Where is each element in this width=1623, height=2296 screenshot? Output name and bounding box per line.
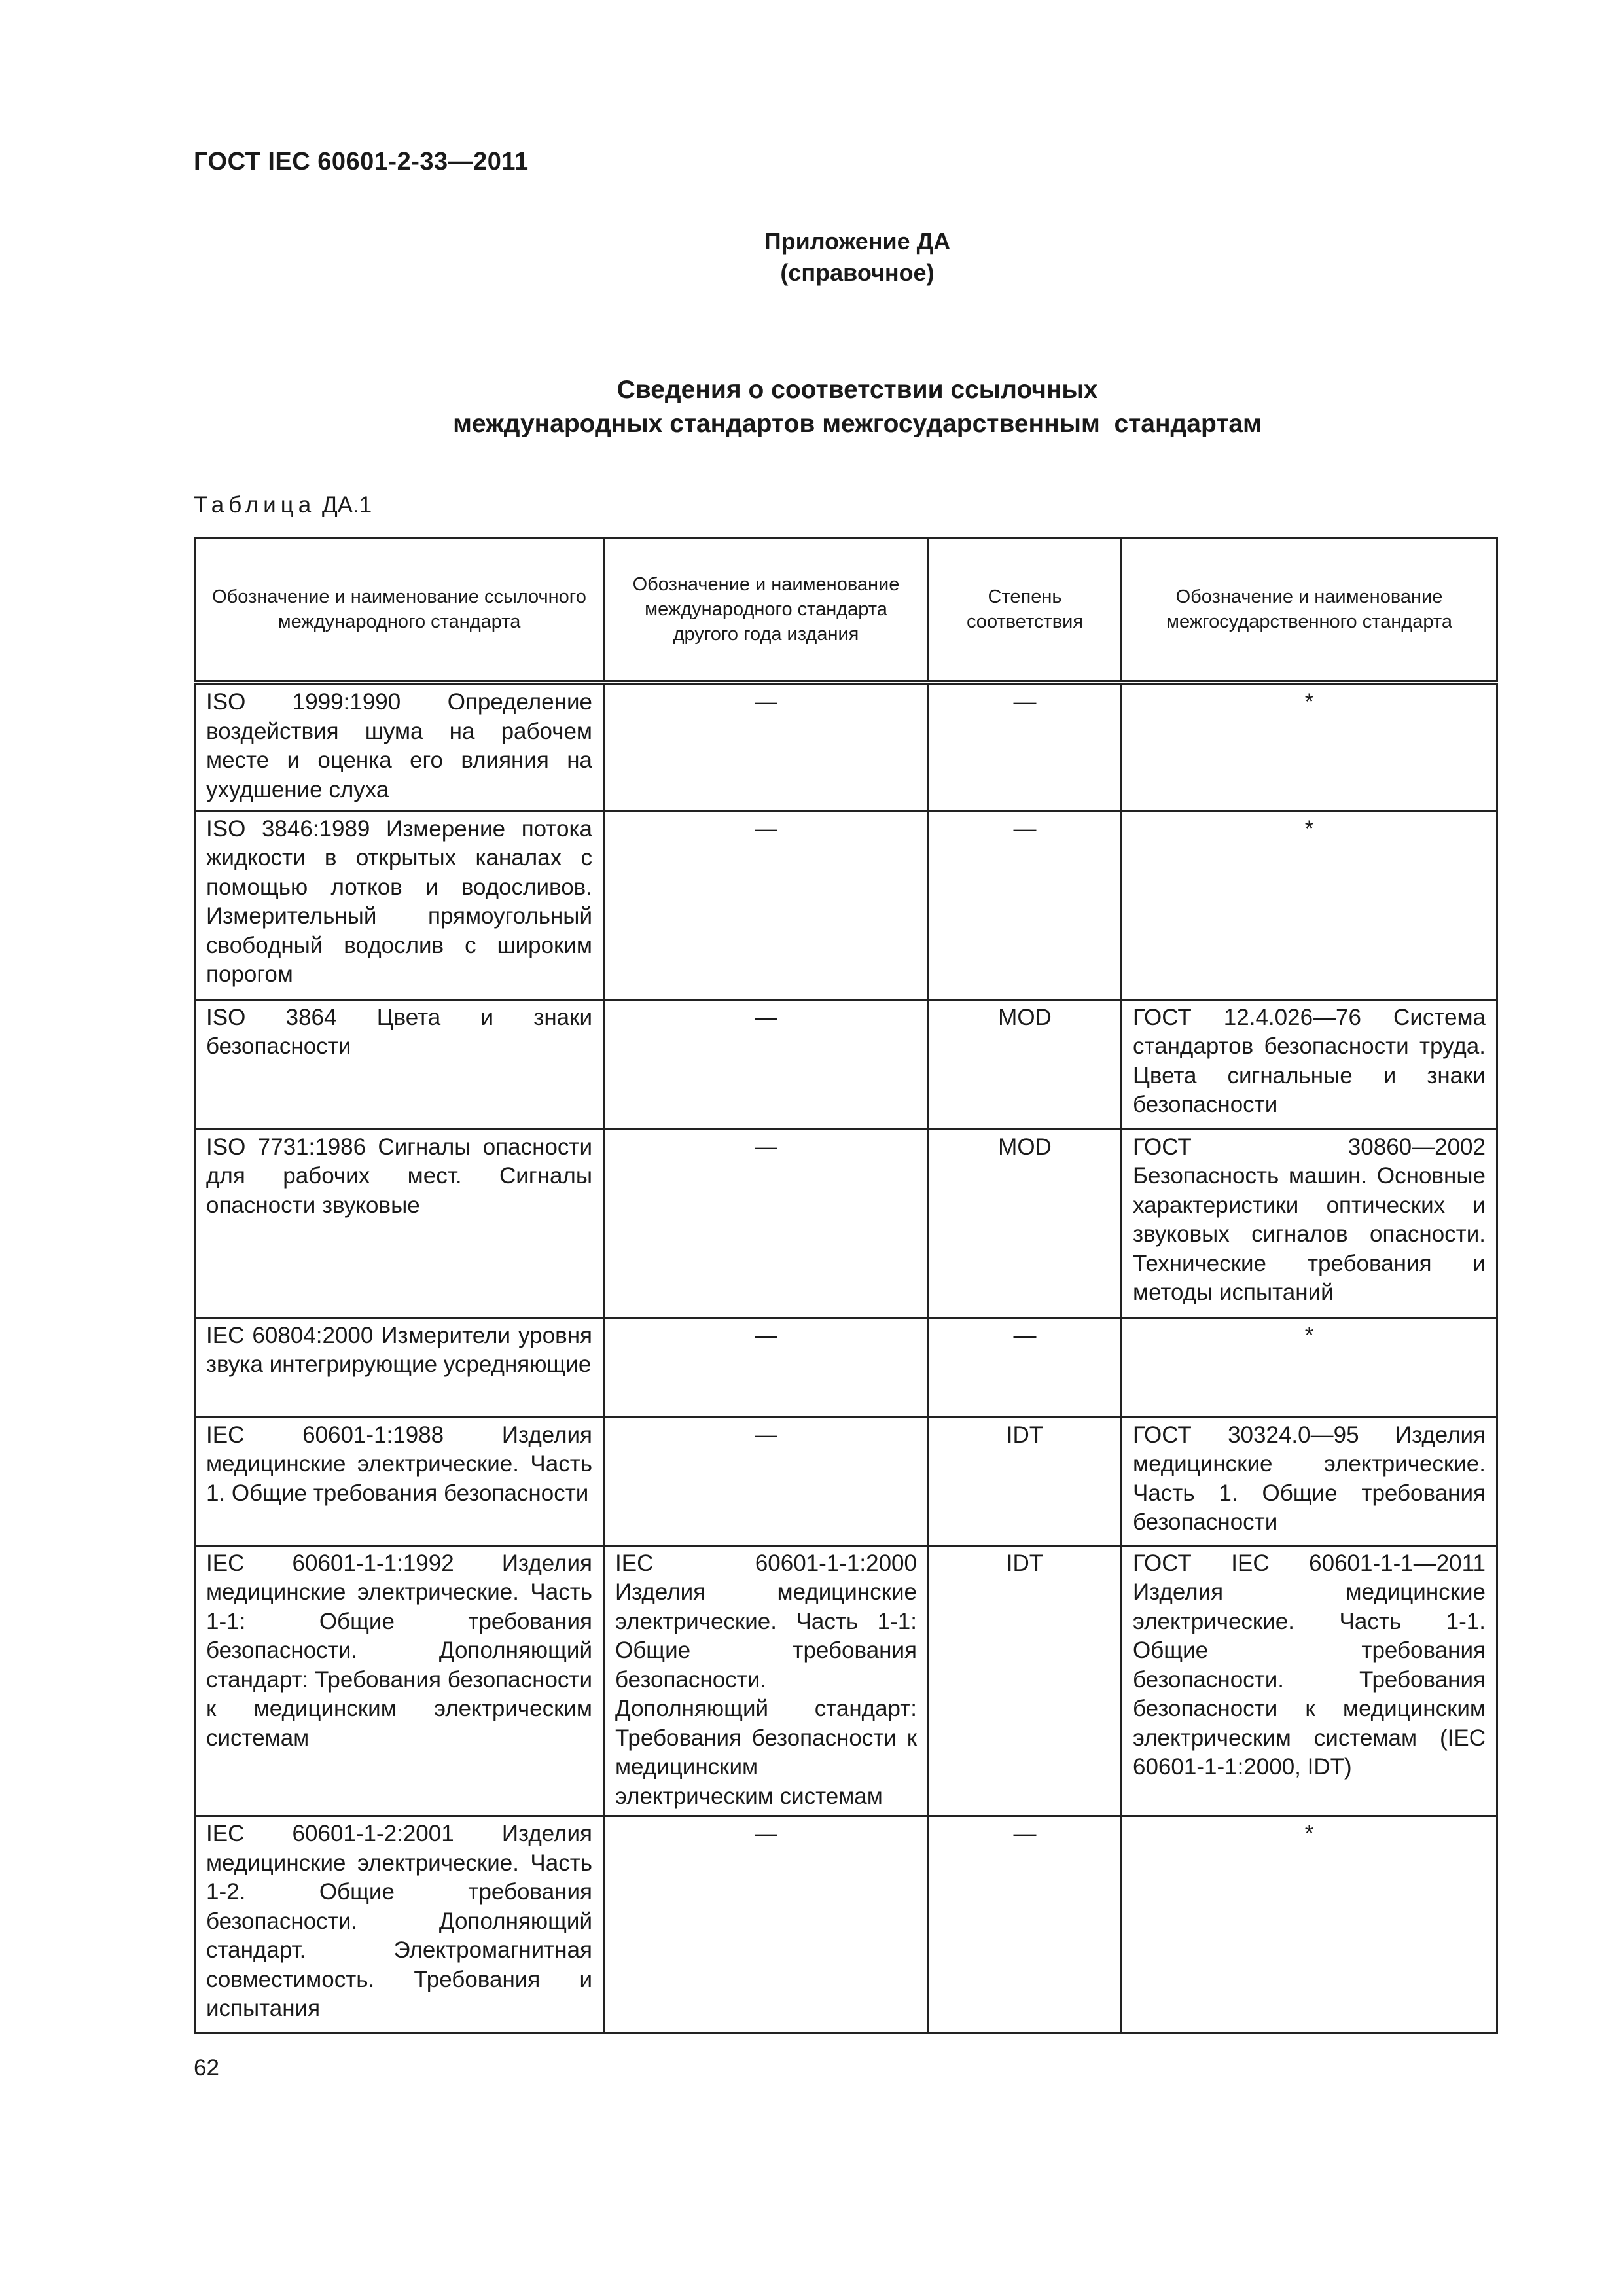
cell-interstate-standard: ГОСТ 30324.0—95 Изделия медицинские электрические. Часть 1. Общие требования безопасности [1122, 1417, 1497, 1545]
cell-reference-standard: ISO 1999:1990 Определение воздействия шума на рабочем месте и оценка его влияния на ухудшение слуха [195, 683, 604, 811]
table-row [195, 811, 1497, 999]
header-interstate-standard: Обозначение и наименование межгосударственного стандарта [1122, 538, 1497, 683]
page-number: 62 [194, 2055, 219, 2081]
cell-reference-standard: ISO 3864 Цвета и знаки безопасности [195, 999, 604, 1129]
cell-interstate-standard: ГОСТ 30860—2002 Безопасность машин. Основные характеристики оптических и звуковых сигналов опасности. Технические требования и методы испытаний [1122, 1129, 1497, 1318]
table-row [195, 999, 1497, 1129]
table-row [195, 1545, 1497, 1816]
header-correspondence-degree: Степень соответствия [929, 538, 1122, 683]
cell-other-year-standard: — [604, 999, 929, 1129]
table-caption-number: ДА.1 [321, 492, 372, 518]
table-row [195, 1318, 1497, 1417]
annex-subtitle: (справочное) [780, 259, 935, 286]
cell-correspondence-degree: MOD [929, 1129, 1122, 1318]
cell-correspondence-degree: IDT [929, 1417, 1122, 1545]
cell-interstate-standard: ГОСТ IEC 60601-1-1—2011 Изделия медицинские электрические. Часть 1-1. Общие требования безопасности. Требования безопасности к медицинским электрическим системам (IEC 60601-1-1:2000, IDT) [1122, 1545, 1497, 1816]
cell-interstate-standard: * [1122, 683, 1497, 811]
table-caption-word: Таблица [194, 492, 316, 518]
cell-reference-standard: IEC 60601-1-2:2001 Изделия медицинские электрические. Часть 1-2. Общие требования безопасности. Дополняющий стандарт. Электромагнитная совместимость. Требования и испытания [195, 1816, 604, 2034]
cell-reference-standard: IEC 60601-1-1:1992 Изделия медицинские электрические. Часть 1-1: Общие требования безопасности. Дополняющий стандарт: Требования безопасности к медицинским электрическим системам [195, 1545, 604, 1816]
cell-correspondence-degree: MOD [929, 999, 1122, 1129]
cell-reference-standard: IEC 60804:2000 Измерители уровня звука интегрирующие усредняющие [195, 1318, 604, 1417]
standards-correspondence-table [194, 537, 1498, 2034]
cell-reference-standard: ISO 3846:1989 Измерение потока жидкости в открытых каналах с помощью лотков и водосливов. Измерительный прямоугольный свободный водослив с широким порогом [195, 811, 604, 999]
table-row [195, 1816, 1497, 2034]
cell-correspondence-degree: IDT [929, 1545, 1122, 1816]
cell-interstate-standard: * [1122, 811, 1497, 999]
section-title-line-1: Сведения о соответствии ссылочных [616, 376, 1098, 404]
table-row [195, 1129, 1497, 1318]
cell-other-year-standard: — [604, 1129, 929, 1318]
cell-other-year-standard: — [604, 1417, 929, 1545]
cell-other-year-standard: — [604, 683, 929, 811]
cell-interstate-standard: * [1122, 1816, 1497, 2034]
cell-reference-standard: ISO 7731:1986 Сигналы опасности для рабочих мест. Сигналы опасности звуковые [195, 1129, 604, 1318]
section-title-line-2: международных стандартов межгосударственным стандартам [453, 410, 1262, 438]
cell-correspondence-degree: — [929, 1816, 1122, 2034]
cell-other-year-standard: — [604, 1318, 929, 1417]
cell-correspondence-degree: — [929, 1318, 1122, 1417]
cell-correspondence-degree: — [929, 683, 1122, 811]
cell-reference-standard: IEC 60601-1:1988 Изделия медицинские электрические. Часть 1. Общие требования безопасности [195, 1417, 604, 1545]
annex-heading [0, 226, 1623, 289]
cell-other-year-standard: — [604, 1816, 929, 2034]
cell-correspondence-degree: — [929, 811, 1122, 999]
annex-title: Приложение ДА [764, 228, 951, 255]
table-header-row [195, 538, 1497, 683]
table-row [195, 1417, 1497, 1545]
cell-other-year-standard: IEC 60601-1-1:2000 Изделия медицинские электрические. Часть 1-1: Общие требования безопасности. Дополняющий стандарт: Требования безопасности к медицинским электрическим системам [604, 1545, 929, 1816]
cell-interstate-standard: ГОСТ 12.4.026—76 Система стандартов безопасности труда. Цвета сигнальные и знаки безопасности [1122, 999, 1497, 1129]
table-caption [194, 492, 372, 518]
section-title [0, 373, 1623, 441]
cell-other-year-standard: — [604, 811, 929, 999]
cell-interstate-standard: * [1122, 1318, 1497, 1417]
table-row [195, 683, 1497, 811]
header-reference-standard: Обозначение и наименование ссылочного международного стандарта [195, 538, 604, 683]
document-code-header: ГОСТ IEC 60601-2-33—2011 [194, 148, 529, 175]
header-other-year-standard: Обозначение и наименование международного стандарта другого года издания [604, 538, 929, 683]
